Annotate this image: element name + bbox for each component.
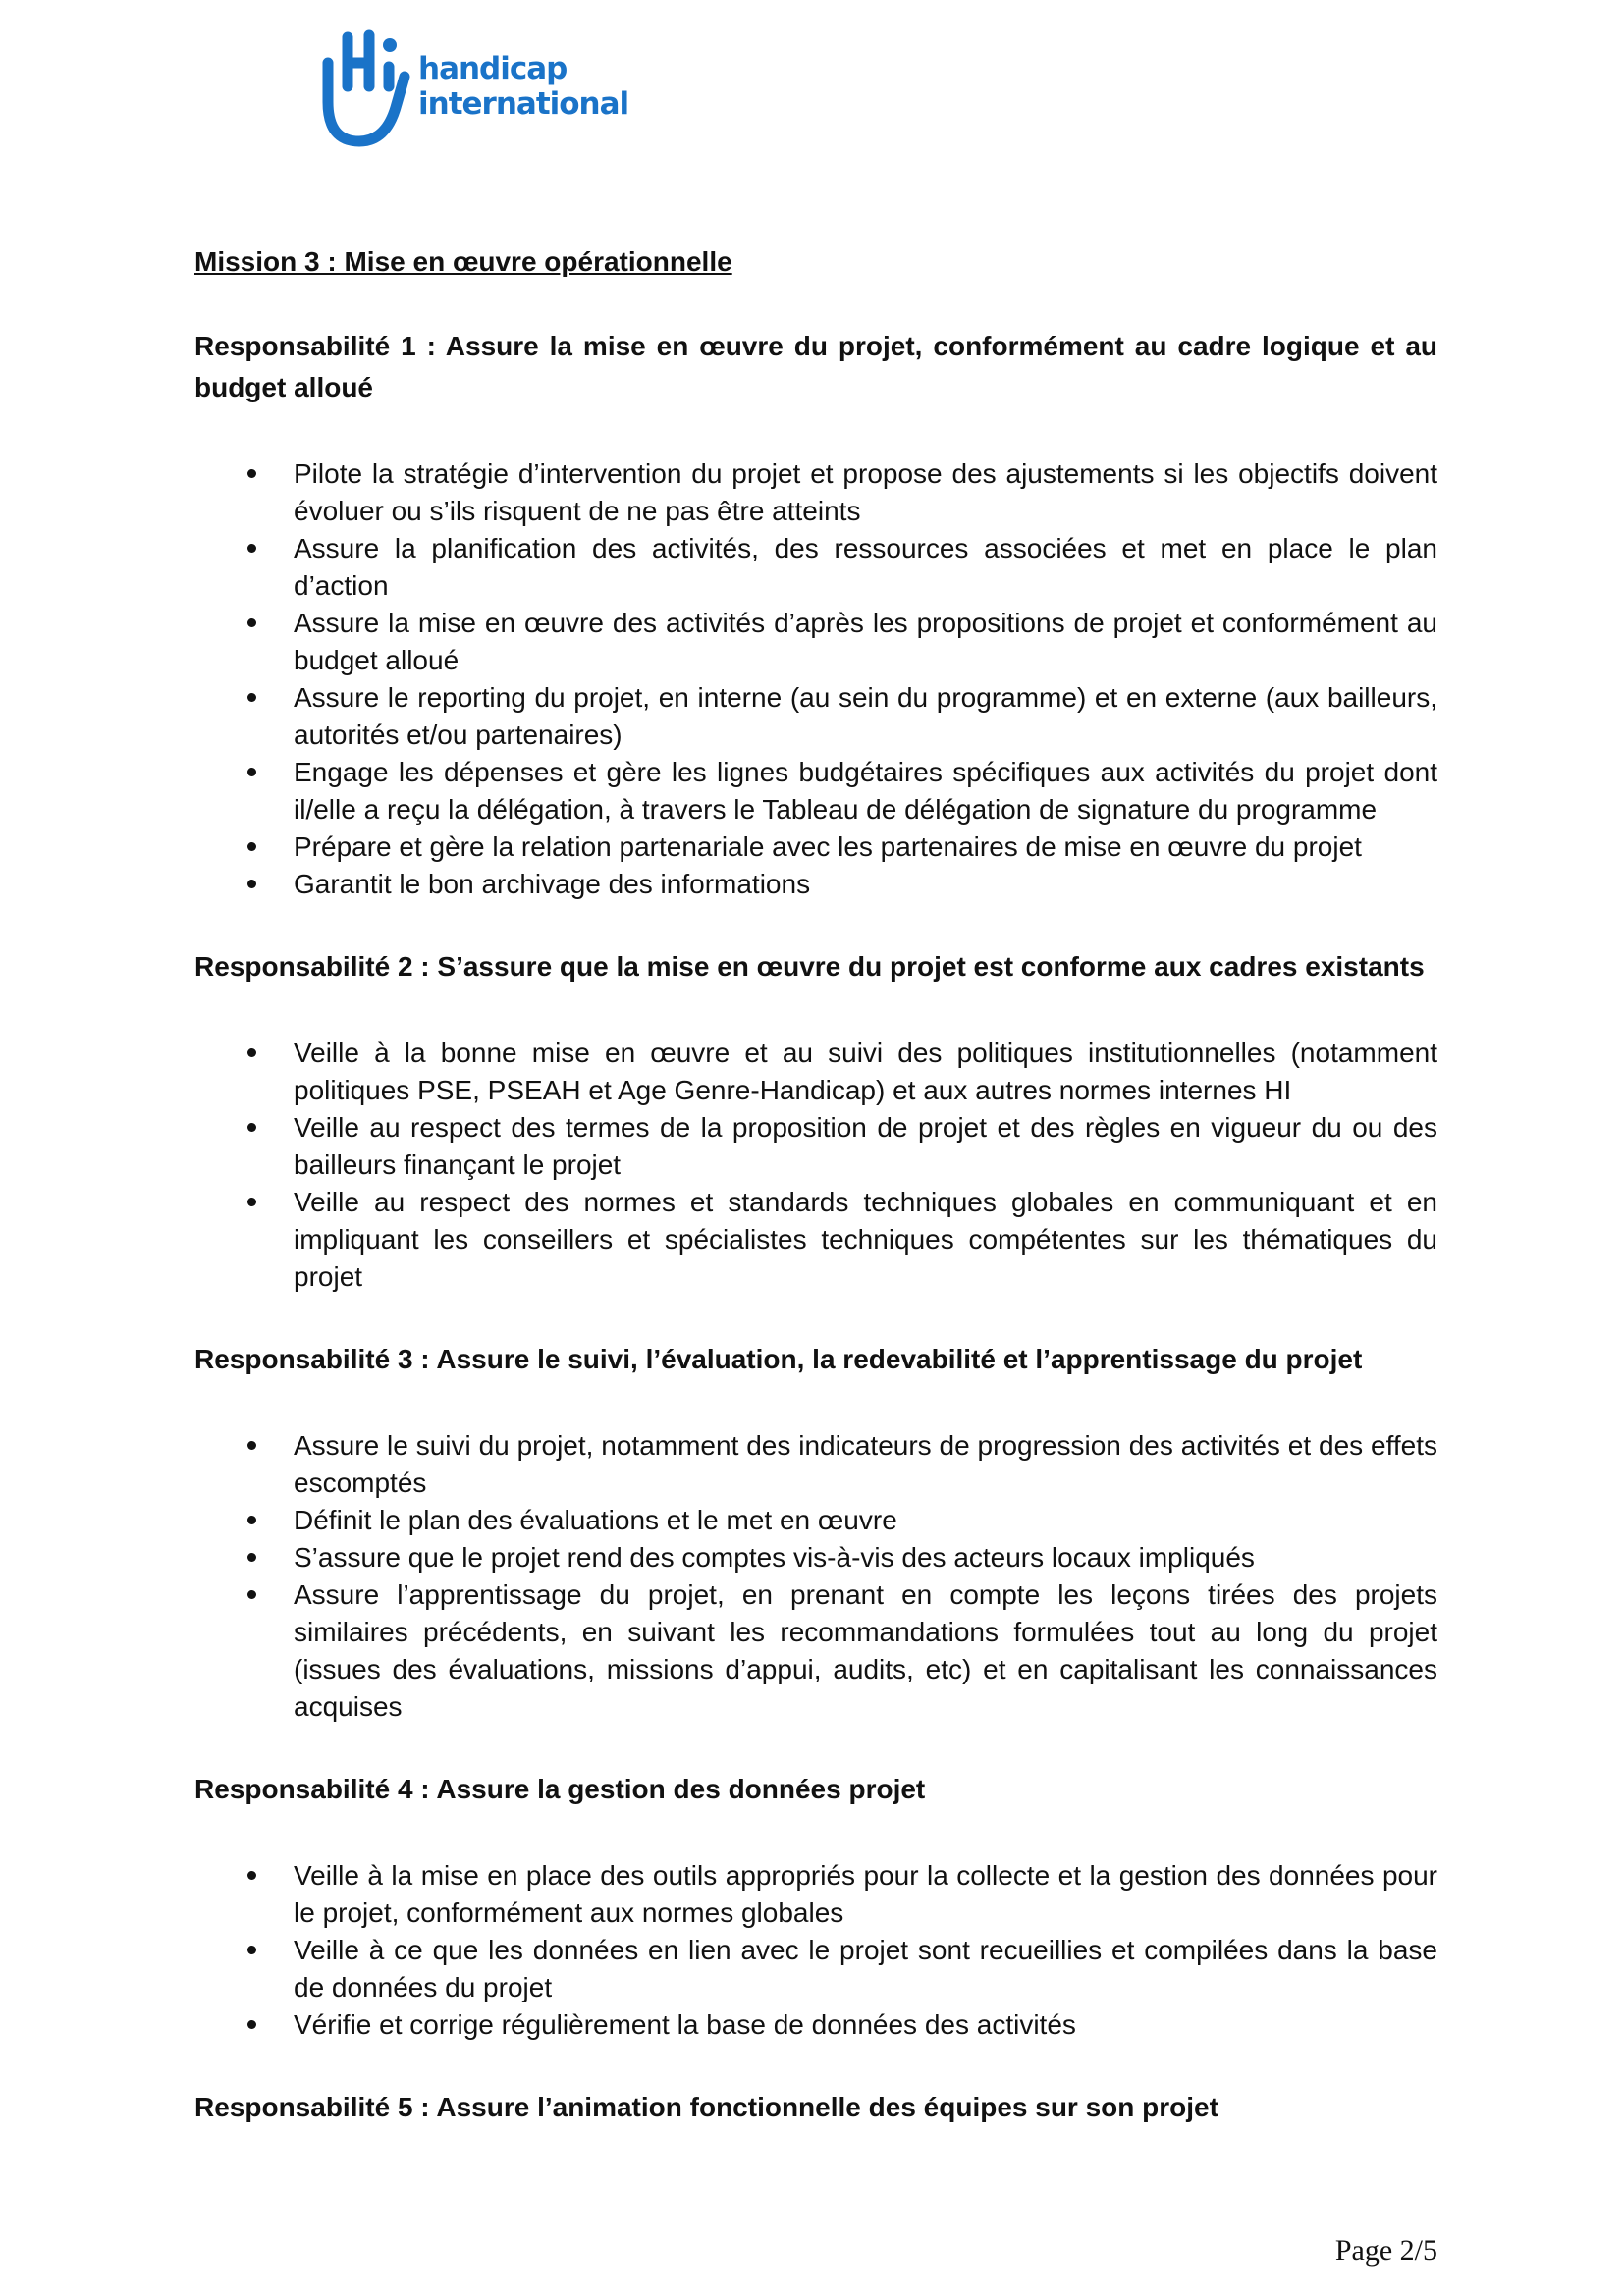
bullet-list [194,1035,1437,1296]
bullet-icon [247,1553,256,1562]
bullet-icon [247,1048,256,1057]
bullet-icon [247,1946,256,1954]
bullet-icon [247,1123,256,1132]
bullet-list [194,1857,1437,2044]
list-item: Définit le plan des évaluations et le met en œuvre [294,1502,1437,1539]
list-item: Engage les dépenses et gère les lignes budgétaires spécifiques aux activités du projet dont il/elle a reçu la délégation, à travers le Tableau de délégation de signature du programme [294,754,1437,828]
bullet-icon [247,1871,256,1880]
list-item: S’assure que le projet rend des comptes vis-à-vis des acteurs locaux impliqués [294,1539,1437,1576]
bullet-icon [247,1441,256,1450]
responsibility-section [194,1339,1437,1726]
document-body [194,243,1437,2128]
bullet-icon [247,2020,256,2029]
page-number: Page 2/5 [1334,2234,1437,2267]
list-item: Assure le suivi du projet, notamment des indicateurs de progression des activités et des effets escomptés [294,1427,1437,1502]
list-item: Veille à la bonne mise en œuvre et au suivi des politiques institutionnelles (notamment politiques PSE, PSEAH et Age Genre-Handicap) et aux autres normes internes HI [294,1035,1437,1109]
hi-logo [320,26,654,153]
hand-logo-icon [320,26,418,153]
list-item: Prépare et gère la relation partenariale avec les partenaires de mise en œuvre du projet [294,828,1437,866]
list-item: Vérifie et corrige régulièrement la base de données des activités [294,2006,1437,2044]
bullet-icon [247,768,256,776]
list-item: Assure le reporting du projet, en interne (au sein du programme) et en externe (aux bailleurs, autorités et/ou partenaires) [294,679,1437,754]
logo-line-international: international [418,86,629,122]
responsibility-section [194,2087,1437,2128]
bullet-icon [247,693,256,702]
bullet-icon [247,1590,256,1599]
list-item: Assure la mise en œuvre des activités d’après les propositions de projet et conformément au budget alloué [294,605,1437,679]
responsibility-section [194,946,1437,1296]
bullet-list [194,455,1437,903]
responsibility-section [194,326,1437,903]
responsibility-title: Responsabilité 3 : Assure le suivi, l’évaluation, la redevabilité et l’apprentissage du projet [194,1344,1363,1374]
list-item: Veille à la mise en place des outils appropriés pour la collecte et la gestion des données pour le projet, conformément aux normes globales [294,1857,1437,1932]
mission-title: Mission 3 : Mise en œuvre opérationnelle [194,246,732,277]
list-item: Veille au respect des normes et standards techniques globales en communiquant et en impliquant les conseillers et spécialistes techniques compétentes sur les thématiques du projet [294,1184,1437,1296]
responsibility-title: Responsabilité 5 : Assure l’animation fonctionnelle des équipes sur son projet [194,2092,1218,2122]
list-item: Garantit le bon archivage des informations [294,866,1437,903]
logo-line-handicap: handicap [418,51,568,86]
responsibility-section [194,1769,1437,2044]
responsibility-title: Responsabilité 1 : Assure la mise en œuvre du projet, conformément au cadre logique et au budget alloué [194,331,1437,402]
bullet-icon [247,469,256,478]
list-item: Assure la planification des activités, des ressources associées et met en place le plan d’action [294,530,1437,605]
logo-wordmark [418,51,628,122]
bullet-list [194,1427,1437,1726]
bullet-icon [247,1516,256,1524]
bullet-icon [247,842,256,851]
list-item: Assure l’apprentissage du projet, en prenant en compte les leçons tirées des projets similaires précédents, en suivant les recommandations formulées tout au long du projet (issues des évaluations, missions d’appui, audits, etc) et en capitalisant les connaissances acquises [294,1576,1437,1726]
list-item: Veille à ce que les données en lien avec le projet sont recueillies et compilées dans la base de données du projet [294,1932,1437,2006]
responsibility-title: Responsabilité 4 : Assure la gestion des données projet [194,1774,926,1804]
bullet-icon [247,618,256,627]
bullet-icon [247,1198,256,1206]
responsibility-title: Responsabilité 2 : S’assure que la mise en œuvre du projet est conforme aux cadres existants [194,951,1425,982]
list-item: Veille au respect des termes de la proposition de projet et des règles en vigueur du ou des bailleurs finançant le projet [294,1109,1437,1184]
list-item: Pilote la stratégie d’intervention du projet et propose des ajustements si les objectifs doivent évoluer ou s’ils risquent de ne pas être atteints [294,455,1437,530]
bullet-icon [247,544,256,553]
bullet-icon [247,880,256,888]
